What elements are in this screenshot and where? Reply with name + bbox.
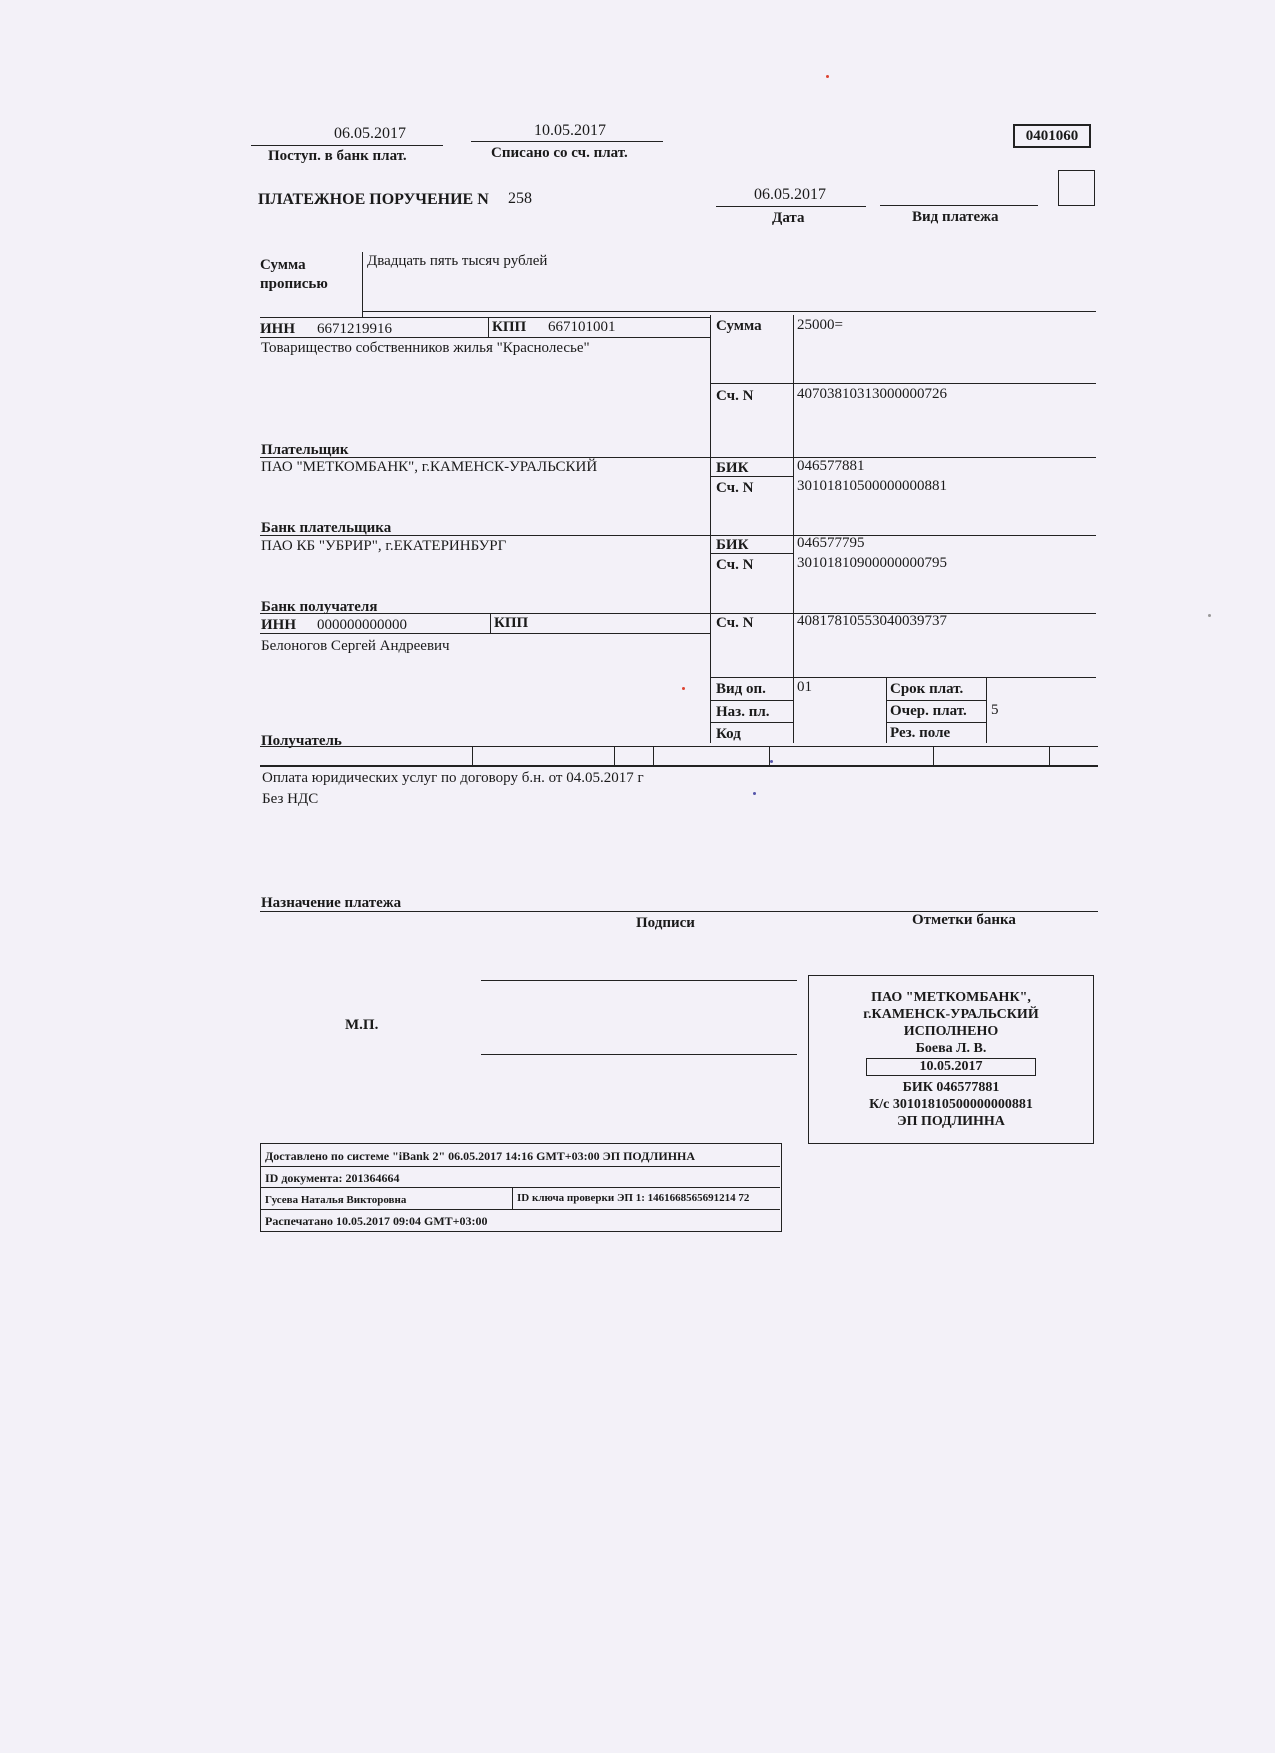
order-date-label: Дата bbox=[772, 210, 805, 226]
details-top-line bbox=[710, 677, 1096, 678]
payer-label: Плательщик bbox=[261, 442, 349, 458]
order-number: 258 bbox=[508, 190, 532, 207]
grid-vline-left bbox=[710, 315, 711, 743]
payment-type-box bbox=[1058, 170, 1095, 206]
payee-bank-bik-label: БИК bbox=[716, 537, 749, 553]
payee-bank-name: ПАО КБ "УБРИР", г.ЕКАТЕРИНБУРГ bbox=[261, 538, 507, 554]
order-date: 06.05.2017 bbox=[754, 186, 826, 203]
date-received-label: Поступ. в банк плат. bbox=[268, 148, 407, 164]
code-label: Код bbox=[716, 726, 741, 742]
payment-type-label: Вид платежа bbox=[912, 209, 999, 225]
priority: 5 bbox=[991, 702, 999, 718]
payment-type-line bbox=[880, 205, 1038, 206]
amount-words-bottom-line bbox=[362, 311, 1096, 312]
payee-bank-bik: 046577795 bbox=[797, 535, 865, 551]
ibank-key-id: ID ключа проверки ЭП 1: 1461668565691214 72 bbox=[517, 1192, 750, 1204]
ibank-line-2 bbox=[261, 1187, 780, 1188]
seal-label: М.П. bbox=[345, 1017, 379, 1033]
payer-inn: 6671219916 bbox=[317, 321, 392, 337]
stamp-corr-account: К/с 30101810500000000881 bbox=[869, 1097, 1033, 1112]
payee-bank-bik-line bbox=[710, 553, 793, 554]
payee-name: Белоногов Сергей Андреевич bbox=[261, 638, 450, 654]
tax-cell-divider-1 bbox=[472, 746, 473, 766]
amount-words-value: Двадцать пять тысяч рублей bbox=[367, 253, 548, 269]
payee-inn-divider bbox=[490, 613, 491, 633]
details-row2-line-right bbox=[886, 722, 986, 723]
payee-bank-account: 30101810900000000795 bbox=[797, 555, 947, 571]
details-row2-line-left bbox=[710, 722, 793, 723]
amount-words-divider bbox=[362, 252, 363, 318]
payer-bank-name: ПАО "МЕТКОМБАНК", г.КАМЕНСК-УРАЛЬСКИЙ bbox=[261, 459, 598, 475]
amount-words-label: Сумма прописью bbox=[260, 257, 328, 292]
tax-cell-divider-3 bbox=[653, 746, 654, 766]
purpose-code-label: Наз. пл. bbox=[716, 704, 770, 720]
payee-bank-account-label: Сч. N bbox=[716, 557, 754, 573]
ibank-divider bbox=[512, 1187, 513, 1209]
payee-inn: 000000000000 bbox=[317, 617, 407, 633]
payer-kpp-label: КПП bbox=[492, 319, 527, 335]
scan-speck bbox=[753, 792, 756, 795]
tax-cell-divider-4 bbox=[769, 746, 770, 766]
stamp-signature-valid: ЭП ПОДЛИННА bbox=[897, 1114, 1005, 1129]
signatures-label: Подписи bbox=[636, 915, 695, 931]
priority-label: Очер. плат. bbox=[890, 703, 967, 719]
scan-speck bbox=[826, 75, 829, 78]
payer-inn-label: ИНН bbox=[260, 321, 296, 337]
tax-cell-divider-2 bbox=[614, 746, 615, 766]
tax-cell-divider-5 bbox=[933, 746, 934, 766]
order-title: ПЛАТЕЖНОЕ ПОРУЧЕНИЕ N bbox=[258, 191, 489, 208]
details-row1-line-right bbox=[886, 700, 986, 701]
stamp-bank-city: г.КАМЕНСК-УРАЛЬСКИЙ bbox=[863, 1007, 1039, 1022]
payer-account-top-line bbox=[710, 383, 1096, 384]
bank-execution-stamp bbox=[808, 975, 1094, 1144]
payer-kpp: 667101001 bbox=[548, 319, 616, 335]
tax-row-bottom-line bbox=[260, 765, 1098, 767]
ibank-info-block bbox=[260, 1143, 782, 1232]
details-row1-line-left bbox=[710, 700, 793, 701]
payer-inn-top-line bbox=[260, 317, 710, 318]
date-debited-line bbox=[471, 141, 663, 142]
scan-speck bbox=[682, 687, 685, 690]
payee-bank-bottom-line bbox=[260, 613, 1096, 614]
payer-bank-bik-line bbox=[710, 476, 793, 477]
op-type: 01 bbox=[797, 679, 812, 695]
payer-name: Товарищество собственников жилья "Краснолесье" bbox=[261, 340, 590, 356]
ibank-doc-id: ID документа: 201364664 bbox=[265, 1171, 400, 1185]
stamp-officer: Боева Л. В. bbox=[915, 1041, 987, 1056]
payer-bottom-line bbox=[260, 457, 1096, 458]
payer-account-label: Сч. N bbox=[716, 388, 754, 404]
payee-kpp-label: КПП bbox=[494, 615, 529, 631]
payer-inn-divider bbox=[488, 317, 489, 337]
scan-speck bbox=[1208, 614, 1211, 617]
scan-speck bbox=[770, 760, 773, 763]
date-debited-label: Списано со сч. плат. bbox=[491, 145, 628, 161]
tax-cell-divider-6 bbox=[1049, 746, 1050, 766]
bank-marks-label: Отметки банка bbox=[912, 912, 1016, 928]
ibank-line-3 bbox=[261, 1209, 780, 1210]
stamp-bank-name: ПАО "МЕТКОМБАНК", bbox=[871, 990, 1031, 1005]
payer-amount-label: Сумма bbox=[716, 318, 762, 334]
signature-line-2 bbox=[481, 1054, 797, 1055]
payer-bank-label: Банк плательщика bbox=[261, 520, 392, 536]
ibank-delivered: Доставлено по системе "iBank 2" 06.05.2017 14:16 GMT+03:00 ЭП ПОДЛИННА bbox=[265, 1149, 696, 1163]
date-debited: 10.05.2017 bbox=[534, 122, 606, 139]
details-vline-1 bbox=[886, 677, 887, 743]
payer-bank-account: 30101810500000000881 bbox=[797, 478, 947, 494]
payee-bank-label: Банк получателя bbox=[261, 599, 378, 615]
form-code-box: 0401060 bbox=[1013, 124, 1091, 148]
ibank-printed: Распечатано 10.05.2017 09:04 GMT+03:00 bbox=[265, 1214, 488, 1228]
signature-line-1 bbox=[481, 980, 797, 981]
date-received-line bbox=[251, 145, 443, 146]
op-type-label: Вид оп. bbox=[716, 681, 766, 697]
stamp-bik: БИК 046577881 bbox=[902, 1080, 1000, 1095]
details-vline-2 bbox=[986, 677, 987, 743]
payer-bank-bik: 046577881 bbox=[797, 458, 865, 474]
stamp-status: ИСПОЛНЕНО bbox=[903, 1024, 999, 1039]
payer-bank-account-label: Сч. N bbox=[716, 480, 754, 496]
reserve-label: Рез. поле bbox=[890, 725, 951, 741]
stamp-date: 10.05.2017 bbox=[866, 1058, 1036, 1076]
ibank-signer: Гусева Наталья Викторовна bbox=[265, 1194, 407, 1206]
payee-label: Получатель bbox=[261, 733, 342, 749]
payee-account: 40817810553040039737 bbox=[797, 613, 947, 629]
payer-account: 40703810313000000726 bbox=[797, 386, 947, 402]
purpose-line1: Оплата юридических услуг по договору б.н. от 04.05.2017 г bbox=[262, 770, 644, 786]
payer-bank-bik-label: БИК bbox=[716, 460, 749, 476]
ibank-line-1 bbox=[261, 1166, 780, 1167]
payee-inn-label: ИНН bbox=[261, 617, 297, 633]
order-date-line bbox=[716, 206, 866, 207]
payer-amount: 25000= bbox=[797, 317, 843, 333]
purpose-label: Назначение платежа bbox=[261, 895, 402, 911]
purpose-line2: Без НДС bbox=[262, 791, 319, 807]
grid-vline-right bbox=[793, 315, 794, 743]
term-label: Срок плат. bbox=[890, 681, 964, 697]
date-received: 06.05.2017 bbox=[334, 125, 406, 142]
payer-bank-bottom-line bbox=[260, 535, 1096, 536]
tax-row-top-line bbox=[260, 746, 1098, 747]
payee-account-label: Сч. N bbox=[716, 615, 754, 631]
